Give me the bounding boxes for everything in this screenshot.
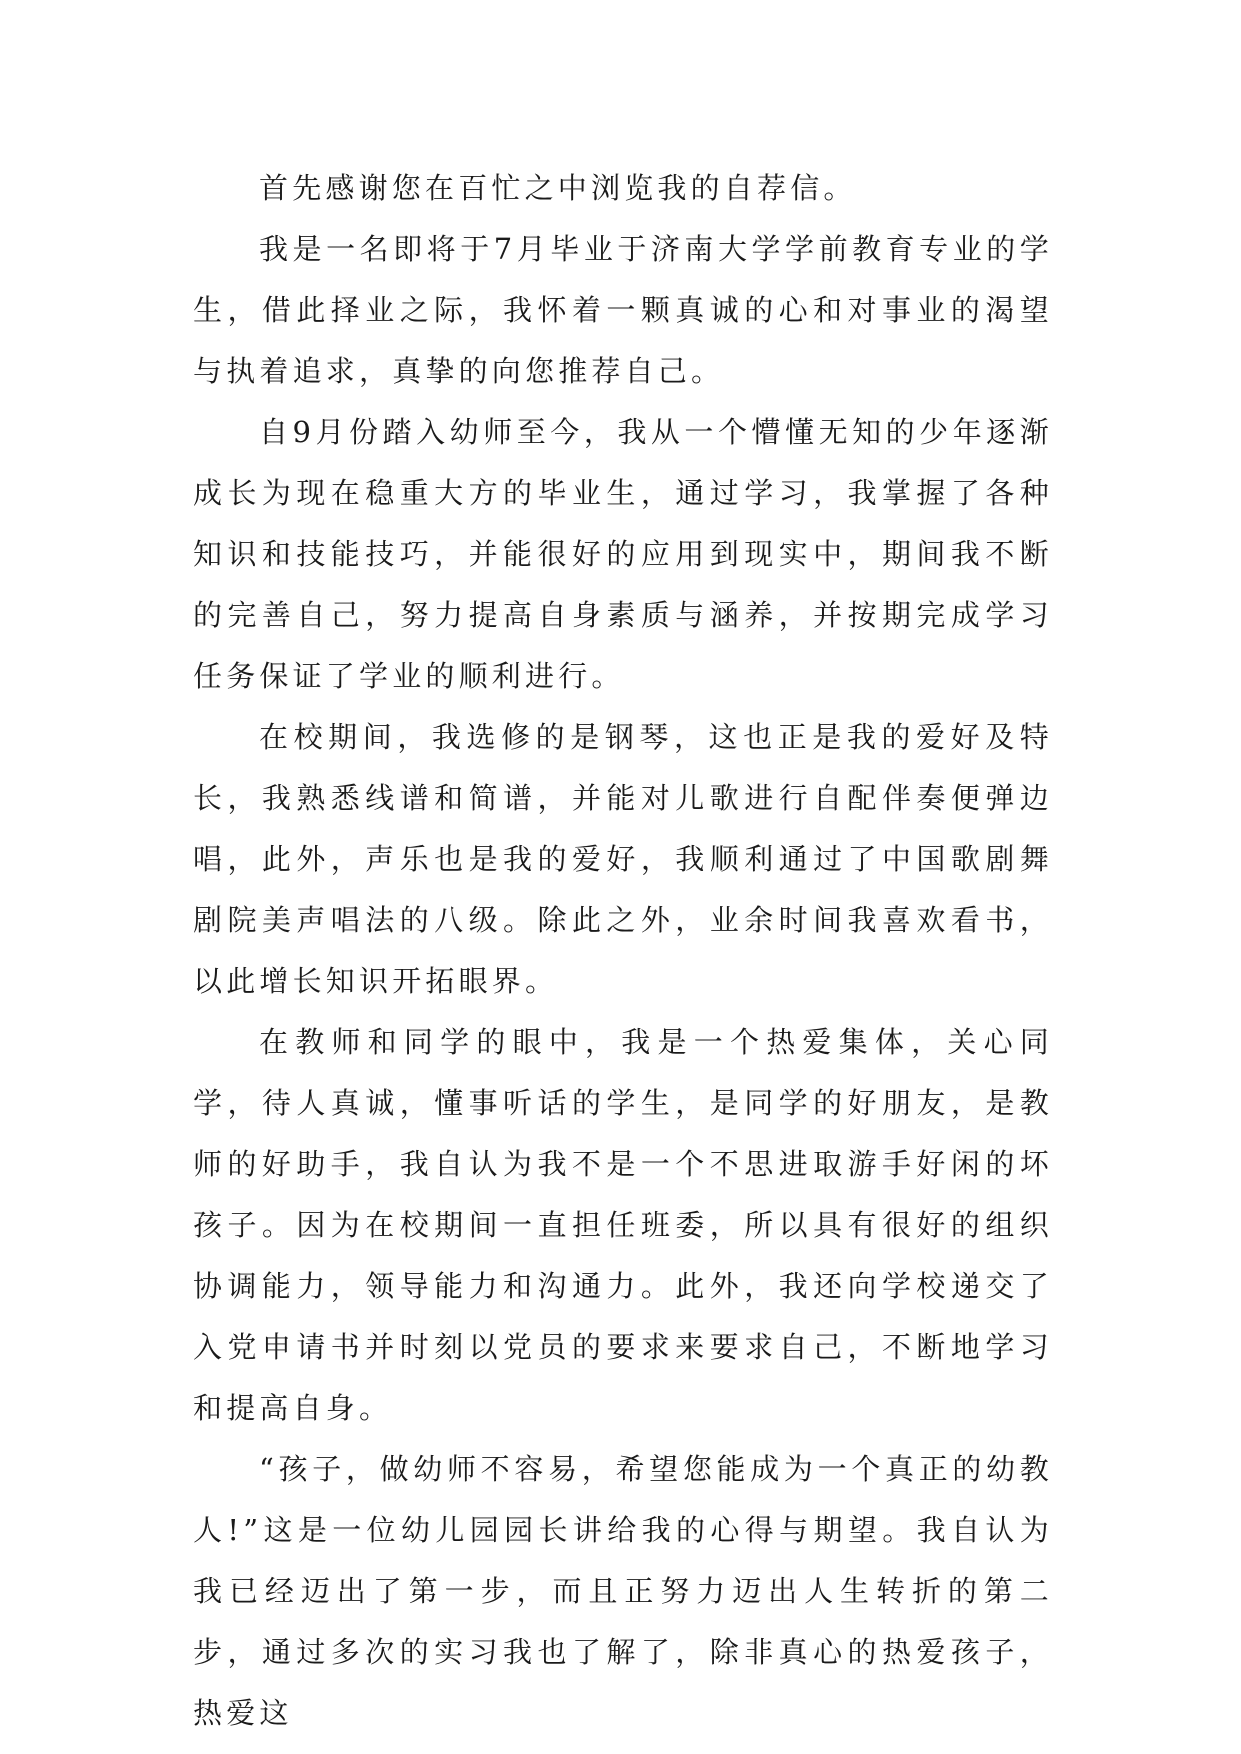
paragraph-hobbies: 在校期间，我选修的是钢琴，这也正是我的爱好及特长，我熟悉线谱和简谱，并能对儿歌进行自配伴奏便弹边唱，此外，声乐也是我的爱好，我顺利通过了中国歌剧舞剧院美声唱法的八级。除此之外，业余时间我喜欢看书，以此增长知识开拓眼界。	[193, 720, 1053, 998]
paragraph-introduction: 我是一名即将于7月毕业于济南大学学前教育专业的学生，借此择业之际，我怀着一颗真诚的心和对事业的渴望与执着追求，真挚的向您推荐自己。	[193, 232, 1053, 388]
letter-body	[193, 158, 1053, 1744]
paragraph-study-experience: 自9月份踏入幼师至今，我从一个懵懂无知的少年逐渐成长为现在稳重大方的毕业生，通过学习，我掌握了各种知识和技能技巧，并能很好的应用到现实中，期间我不断的完善自己，努力提高自身素质与涵养，并按期完成学习任务保证了学业的顺利进行。	[193, 415, 1053, 693]
paragraph-character: 在教师和同学的眼中，我是一个热爱集体，关心同学，待人真诚，懂事听话的学生，是同学的好朋友，是教师的好助手，我自认为我不是一个不思进取游手好闲的坏孩子。因为在校期间一直担任班委，所以具有很好的组织协调能力，领导能力和沟通力。此外，我还向学校递交了入党申请书并时刻以党员的要求来要求自己，不断地学习和提高自身。	[193, 1025, 1053, 1425]
paragraph-greeting: 首先感谢您在百忙之中浏览我的自荐信。	[259, 171, 857, 205]
paragraph-aspiration: “孩子，做幼师不容易，希望您能成为一个真正的幼教人!”这是一位幼儿园园长讲给我的心得与期望。我自认为我已经迈出了第一步，而且正努力迈出人生转折的第二步，通过多次的实习我也了解了，除非真心的热爱孩子，热爱这	[193, 1452, 1053, 1730]
